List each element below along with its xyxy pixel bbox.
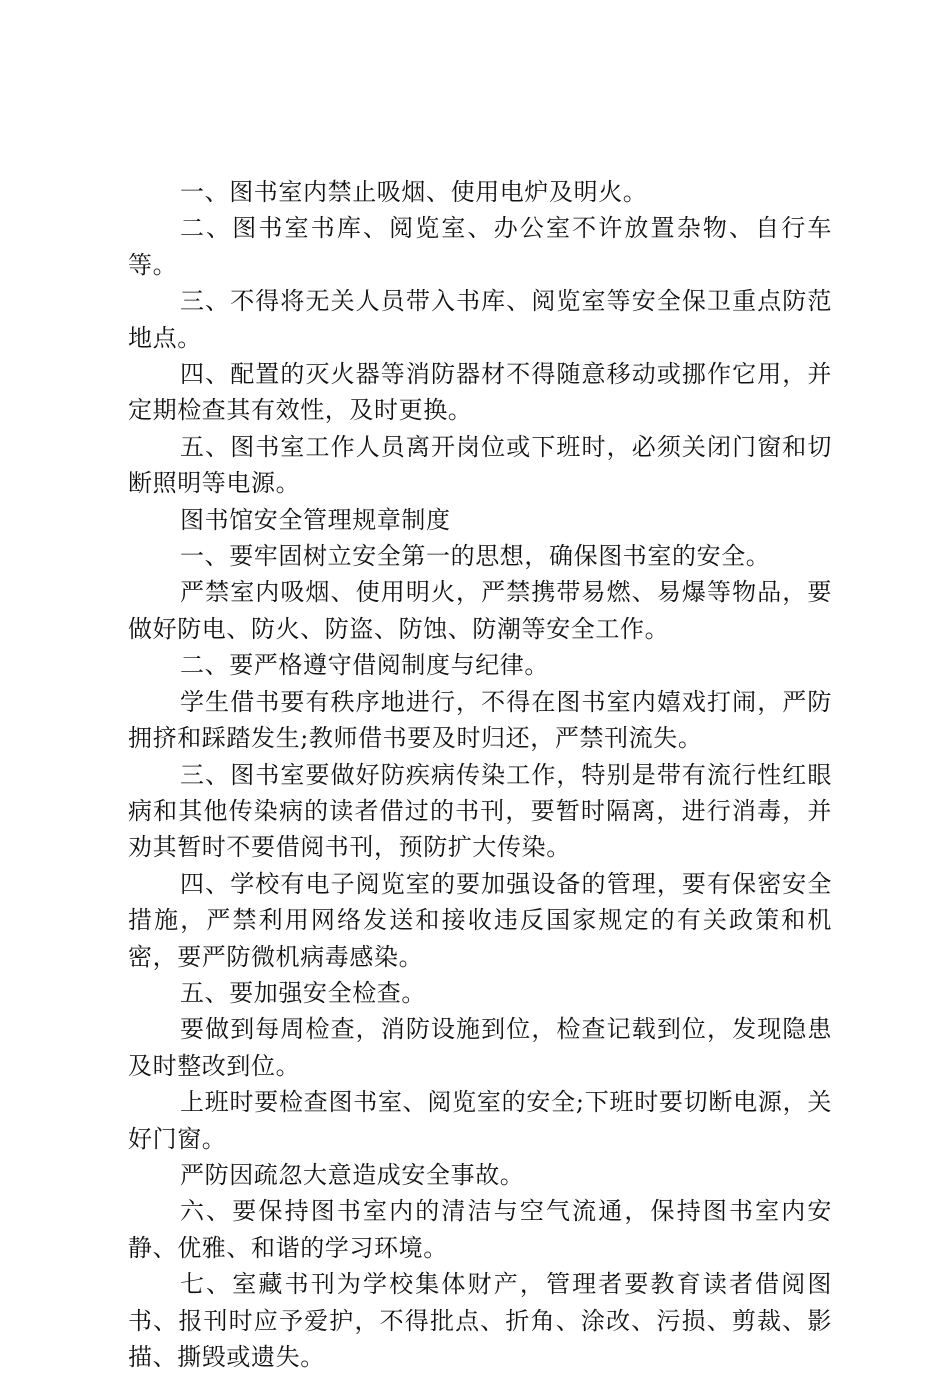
section-heading: 图书馆安全管理规章制度 (180, 505, 451, 534)
paragraph-item-1: 一、要牢固树立安全第一的思想，确保图书室的安全。 (180, 542, 771, 571)
paragraph-item-5-detail-3: 严防因疏忽大意造成安全事故。 (180, 1160, 525, 1189)
paragraph-rule-5: 五、图书室工作人员离开岗位或下班时，必须关闭门窗和切断照明等电源。 (128, 432, 832, 498)
document-page (128, 174, 832, 1375)
paragraph-item-3: 三、图书室要做好防疾病传染工作，特别是带有流行性红眼病和其他传染病的读者借过的书刊，要暂时隔离，进行消毒，并劝其暂时不要借阅书刊，预防扩大传染。 (128, 760, 832, 862)
paragraph-rule-4: 四、配置的灭火器等消防器材不得随意移动或挪作它用，并定期检查其有效性，及时更换。 (128, 360, 832, 425)
paragraph-rule-3: 三、不得将无关人员带入书库、阅览室等安全保卫重点防范地点。 (128, 287, 832, 352)
paragraph-rule-2: 二、图书室书库、阅览室、办公室不许放置杂物、自行车等。 (128, 214, 832, 279)
paragraph-rule-1: 一、图书室内禁止吸烟、使用电炉及明火。 (180, 178, 648, 206)
paragraph-item-7: 七、室藏书刊为学校集体财产，管理者要教育读者借阅图书、报刊时应予爱护，不得批点、折角、涂改、污损、剪裁、影描、撕毁或遗失。 (128, 1270, 832, 1371)
paragraph-item-6: 六、要保持图书室内的清洁与空气流通，保持图书室内安静、优雅、和谐的学习环境。 (128, 1197, 832, 1262)
paragraph-item-2-detail: 学生借书要有秩序地进行，不得在图书室内嬉戏打闹，严防拥挤和踩踏发生;教师借书要及时归还，严禁刊流失。 (128, 687, 832, 753)
paragraph-item-1-detail: 严禁室内吸烟、使用明火，严禁携带易燃、易爆等物品，要做好防电、防火、防盗、防蚀、防潮等安全工作。 (128, 578, 832, 643)
paragraph-item-5: 五、要加强安全检查。 (180, 978, 426, 1007)
paragraph-item-5-detail-2: 上班时要检查图书室、阅览室的安全;下班时要切断电源，关好门窗。 (128, 1088, 832, 1153)
paragraph-item-2: 二、要严格遵守借阅制度与纪律。 (180, 651, 549, 680)
paragraph-item-4: 四、学校有电子阅览室的要加强设备的管理，要有保密安全措施，严禁利用网络发送和接收违反国家规定的有关政策和机密，要严防微机病毒感染。 (128, 869, 832, 971)
paragraph-item-5-detail-1: 要做到每周检查，消防设施到位，检查记载到位，发现隐患及时整改到位。 (128, 1015, 832, 1080)
